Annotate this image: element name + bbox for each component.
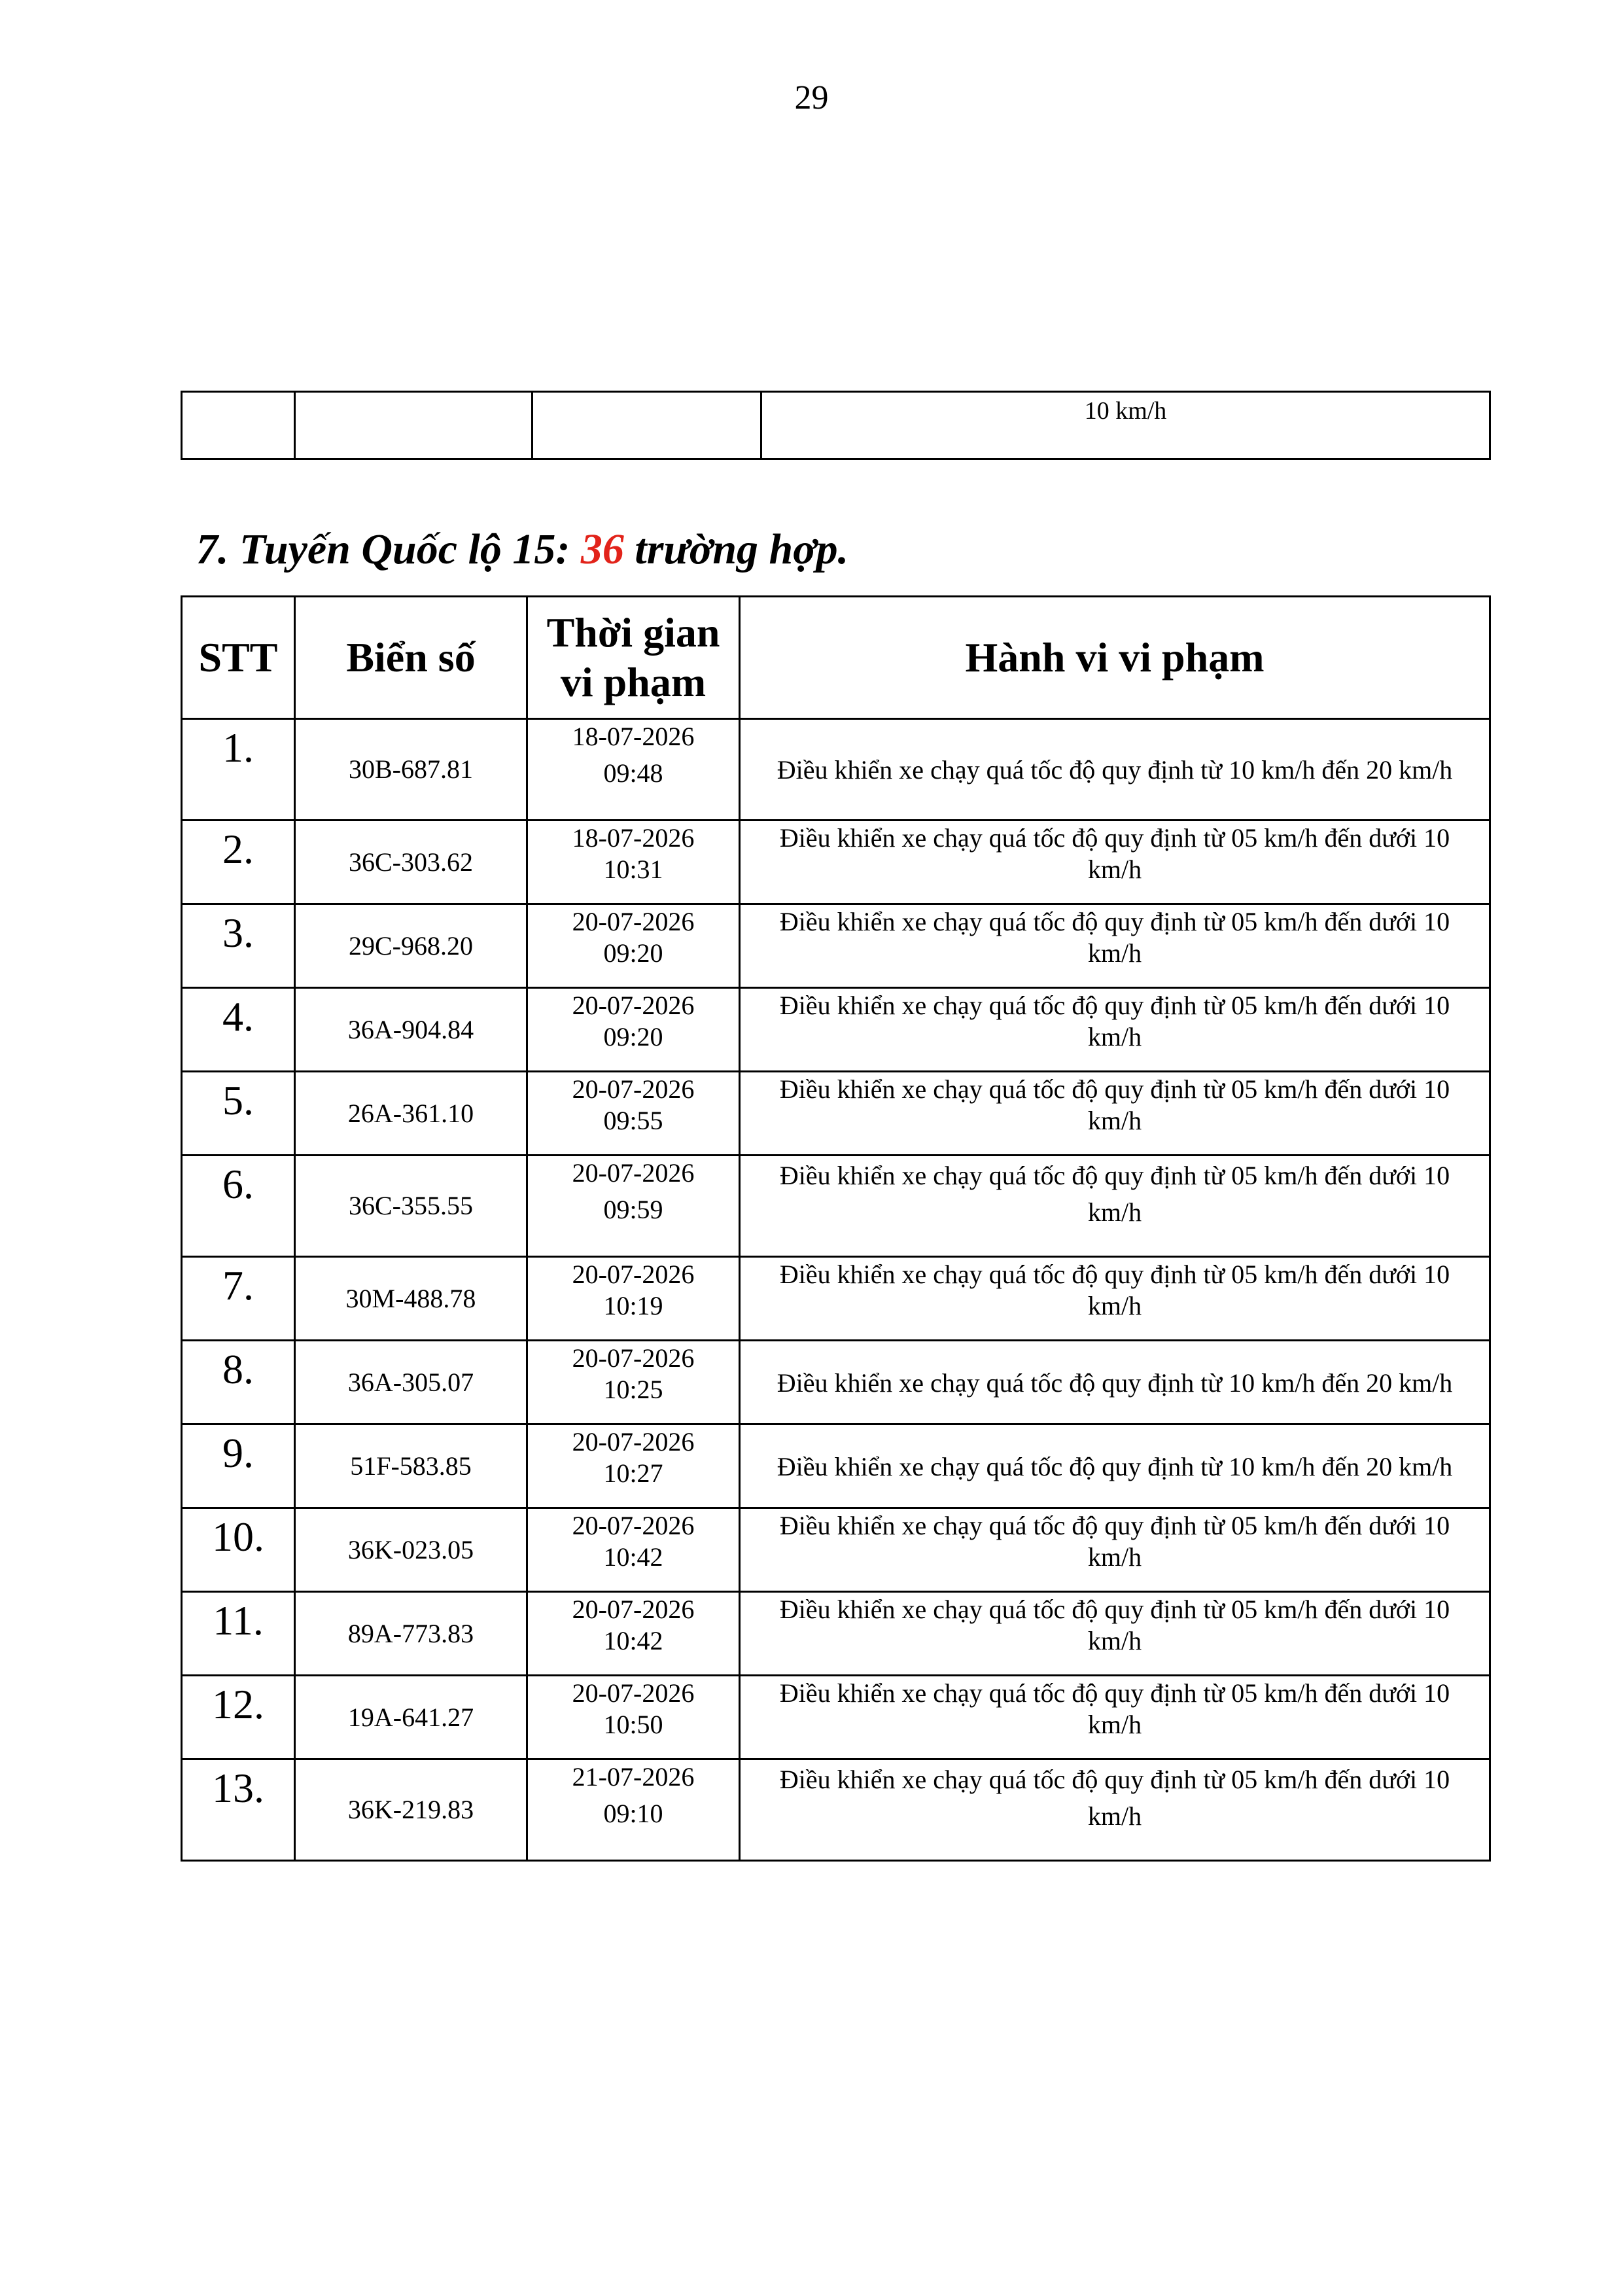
continuation-cell: 10 km/h <box>761 392 1490 459</box>
row-clock: 10:42 <box>603 1542 663 1572</box>
section-heading-count: 36 <box>580 525 624 573</box>
row-date: 20-07-2026 <box>572 907 695 936</box>
table-row <box>182 1341 1490 1424</box>
row-stt: 9. <box>182 1424 295 1508</box>
row-plate: 36K-219.83 <box>295 1759 527 1861</box>
row-plate: 51F-583.85 <box>295 1424 527 1508</box>
header-time-line1: Thời gian <box>546 609 720 656</box>
row-stt: 10. <box>182 1508 295 1592</box>
row-clock: 09:20 <box>603 938 663 968</box>
row-plate: 29C-968.20 <box>295 904 527 988</box>
continuation-table <box>181 391 1491 460</box>
row-time <box>527 1592 740 1676</box>
table-row <box>182 1592 1490 1676</box>
row-violation: Điều khiển xe chạy quá tốc độ quy định từ 05 km/h đến dưới 10 km/h <box>740 988 1490 1072</box>
row-time <box>527 1257 740 1341</box>
row-time <box>527 1759 740 1861</box>
row-stt: 11. <box>182 1592 295 1676</box>
row-stt: 2. <box>182 821 295 904</box>
row-stt: 13. <box>182 1759 295 1861</box>
row-date: 20-07-2026 <box>572 1074 695 1104</box>
row-date: 20-07-2026 <box>572 1427 695 1457</box>
row-plate: 36A-305.07 <box>295 1341 527 1424</box>
row-clock: 10:27 <box>603 1458 663 1488</box>
row-time <box>527 1424 740 1508</box>
row-violation: Điều khiển xe chạy quá tốc độ quy định từ 05 km/h đến dưới 10 km/h <box>740 1257 1490 1341</box>
row-time <box>527 1072 740 1156</box>
row-date: 20-07-2026 <box>572 1158 695 1188</box>
row-clock: 10:50 <box>603 1710 663 1739</box>
row-stt: 3. <box>182 904 295 988</box>
row-stt: 4. <box>182 988 295 1072</box>
page-number: 29 <box>794 79 829 116</box>
table-row <box>182 1257 1490 1341</box>
table-row <box>182 821 1490 904</box>
row-time <box>527 988 740 1072</box>
row-plate: 36A-904.84 <box>295 988 527 1072</box>
row-time <box>527 821 740 904</box>
row-time <box>527 1676 740 1759</box>
row-plate: 36C-303.62 <box>295 821 527 904</box>
row-date: 20-07-2026 <box>572 1595 695 1624</box>
row-violation: Điều khiển xe chạy quá tốc độ quy định từ 10 km/h đến 20 km/h <box>740 719 1490 821</box>
row-date: 20-07-2026 <box>572 991 695 1020</box>
row-time <box>527 904 740 988</box>
row-violation: Điều khiển xe chạy quá tốc độ quy định từ 05 km/h đến dưới 10 km/h <box>740 1759 1490 1861</box>
row-plate: 30M-488.78 <box>295 1257 527 1341</box>
row-stt: 1. <box>182 719 295 821</box>
row-date: 18-07-2026 <box>572 722 695 751</box>
row-clock: 10:31 <box>603 855 663 884</box>
table-row <box>182 1676 1490 1759</box>
continuation-cell <box>532 392 761 459</box>
row-stt: 6. <box>182 1156 295 1257</box>
row-plate: 89A-773.83 <box>295 1592 527 1676</box>
row-plate: 36C-355.55 <box>295 1156 527 1257</box>
row-violation: Điều khiển xe chạy quá tốc độ quy định từ 05 km/h đến dưới 10 km/h <box>740 1508 1490 1592</box>
row-clock: 09:55 <box>603 1106 663 1135</box>
row-clock: 10:42 <box>603 1626 663 1655</box>
row-stt: 8. <box>182 1341 295 1424</box>
row-date: 20-07-2026 <box>572 1343 695 1373</box>
row-violation: Điều khiển xe chạy quá tốc độ quy định từ 05 km/h đến dưới 10 km/h <box>740 1676 1490 1759</box>
violations-table <box>181 595 1491 1862</box>
header-time-line2: vi phạm <box>560 659 707 705</box>
section-heading-prefix: 7. Tuyến Quốc lộ 15: <box>196 525 581 573</box>
row-time <box>527 719 740 821</box>
row-date: 21-07-2026 <box>572 1762 695 1792</box>
row-violation: Điều khiển xe chạy quá tốc độ quy định từ 10 km/h đến 20 km/h <box>740 1341 1490 1424</box>
row-date: 18-07-2026 <box>572 823 695 853</box>
table-row <box>182 1759 1490 1861</box>
table-row <box>182 988 1490 1072</box>
row-stt: 7. <box>182 1257 295 1341</box>
row-date: 20-07-2026 <box>572 1260 695 1289</box>
row-clock: 09:48 <box>603 758 663 788</box>
table-row <box>182 1156 1490 1257</box>
row-clock: 09:59 <box>603 1195 663 1224</box>
row-stt: 5. <box>182 1072 295 1156</box>
row-plate: 30B-687.81 <box>295 719 527 821</box>
row-clock: 09:20 <box>603 1022 663 1051</box>
row-time <box>527 1341 740 1424</box>
row-clock: 10:25 <box>603 1375 663 1404</box>
row-time <box>527 1156 740 1257</box>
row-clock: 09:10 <box>603 1799 663 1828</box>
table-row <box>182 1424 1490 1508</box>
row-time <box>527 1508 740 1592</box>
section-heading-suffix: trường hợp. <box>623 525 849 573</box>
header-stt: STT <box>182 597 295 719</box>
continuation-cell <box>295 392 532 459</box>
continuation-row <box>182 392 1490 459</box>
table-row <box>182 1508 1490 1592</box>
row-violation: Điều khiển xe chạy quá tốc độ quy định từ 05 km/h đến dưới 10 km/h <box>740 821 1490 904</box>
row-clock: 10:19 <box>603 1291 663 1320</box>
row-violation: Điều khiển xe chạy quá tốc độ quy định từ 05 km/h đến dưới 10 km/h <box>740 904 1490 988</box>
row-violation: Điều khiển xe chạy quá tốc độ quy định từ 05 km/h đến dưới 10 km/h <box>740 1156 1490 1257</box>
header-time <box>527 597 740 719</box>
table-header-row <box>182 597 1490 719</box>
row-stt: 12. <box>182 1676 295 1759</box>
header-violation: Hành vi vi phạm <box>740 597 1490 719</box>
row-date: 20-07-2026 <box>572 1511 695 1540</box>
continuation-cell <box>182 392 295 459</box>
row-date: 20-07-2026 <box>572 1678 695 1708</box>
row-plate: 36K-023.05 <box>295 1508 527 1592</box>
section-heading <box>196 523 848 576</box>
table-row <box>182 1072 1490 1156</box>
table-row <box>182 719 1490 821</box>
row-violation: Điều khiển xe chạy quá tốc độ quy định từ 10 km/h đến 20 km/h <box>740 1424 1490 1508</box>
row-plate: 19A-641.27 <box>295 1676 527 1759</box>
row-violation: Điều khiển xe chạy quá tốc độ quy định từ 05 km/h đến dưới 10 km/h <box>740 1072 1490 1156</box>
row-violation: Điều khiển xe chạy quá tốc độ quy định từ 05 km/h đến dưới 10 km/h <box>740 1592 1490 1676</box>
row-plate: 26A-361.10 <box>295 1072 527 1156</box>
table-row <box>182 904 1490 988</box>
header-plate: Biển số <box>295 597 527 719</box>
